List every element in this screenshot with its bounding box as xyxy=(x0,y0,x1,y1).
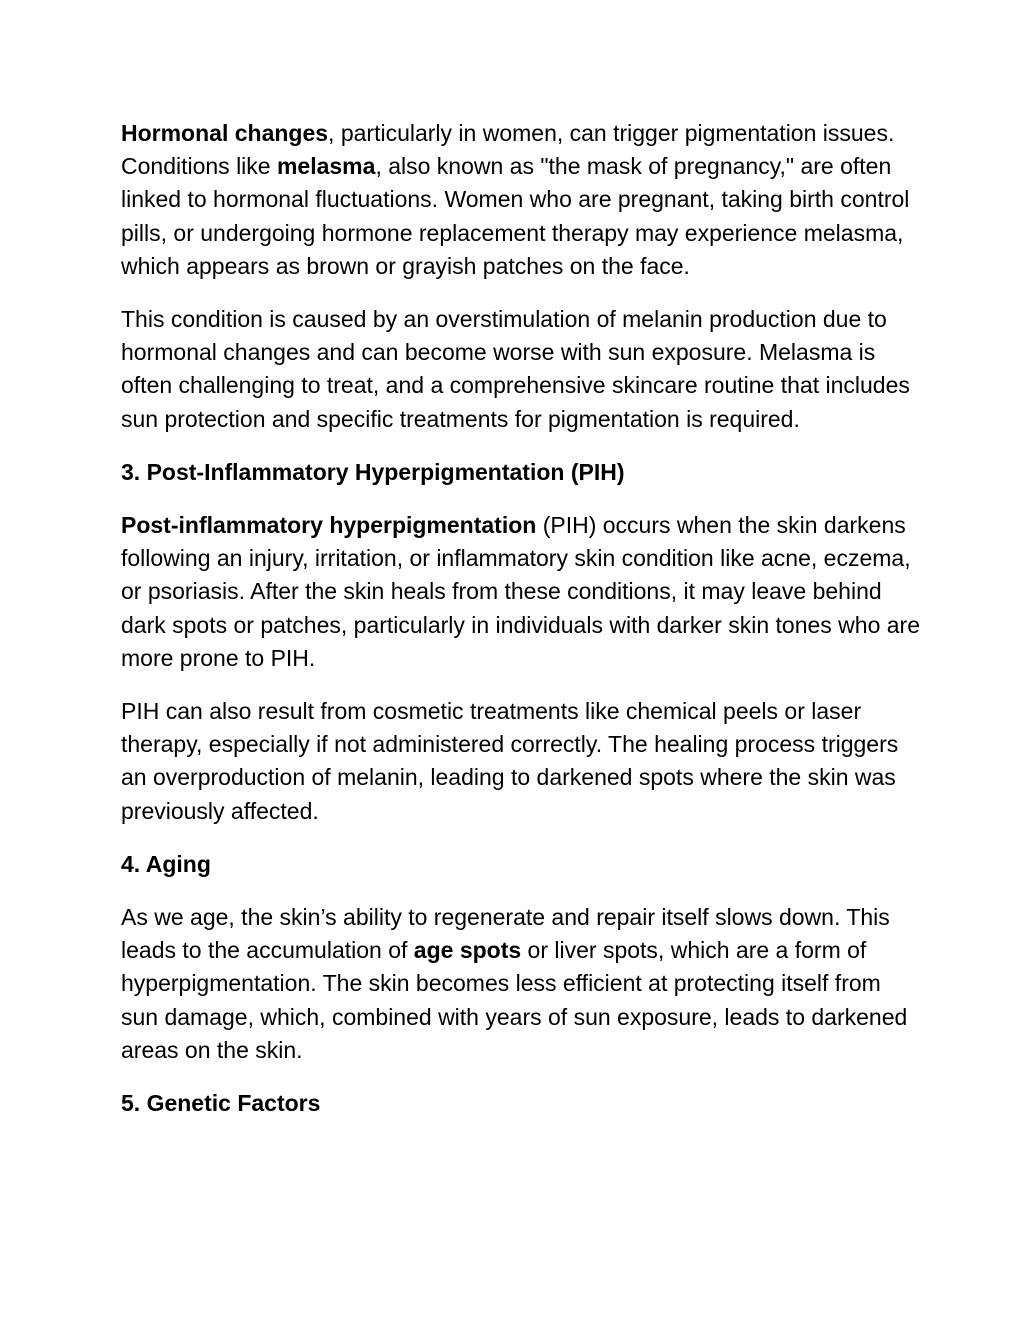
heading-genetic-factors: 5. Genetic Factors xyxy=(121,1090,321,1117)
heading-aging: 4. Aging xyxy=(121,850,211,877)
paragraph-text: As we age, the skin’s ability to regenerate and repair itself slows down. This leads to the accumulation of xyxy=(121,904,890,964)
paragraph-pih-cosmetic: PIH can also result from cosmetic treatments like chemical peels or laser therapy, especially if not administered correctly. The healing process triggers an overproduction of melanin, leading to darkened spots where the skin was previously affected. xyxy=(121,698,899,824)
bold-term-pih: Post-inflammatory hyperpigmentation xyxy=(121,512,537,539)
paragraph-aging xyxy=(121,901,921,1067)
paragraph-text: (PIH) occurs when the skin darkens following an injury, irritation, or inflammatory skin condition like acne, eczema, or psoriasis. After the skin heals from these conditions, it may leave behind dark spots or patches, particularly in individuals with darker skin tones who are more prone to PIH. xyxy=(121,512,920,671)
paragraph-text: , particularly in women, can trigger pigmentation issues. Conditions like xyxy=(121,120,895,180)
paragraph-pih-definition xyxy=(121,509,921,675)
document-page xyxy=(121,117,921,1140)
paragraph-hormonal-changes xyxy=(121,117,921,283)
paragraph-melasma-cause: This condition is caused by an overstimulation of melanin production due to hormonal changes and can become worse with sun exposure. Melasma is often challenging to treat, and a comprehensive skincare routine that includes sun protection and specific treatments for pigmentation is required. xyxy=(121,306,910,432)
paragraph-text: , also known as "the mask of pregnancy," are often linked to hormonal fluctuations. Women who are pregnant, taking birth control pills, or undergoing hormone replacement therapy may experience melasma, which appears as brown or grayish patches on the face. xyxy=(121,153,910,279)
bold-term-age-spots: age spots xyxy=(413,937,522,964)
bold-term-hormonal-changes: Hormonal changes xyxy=(121,120,329,146)
bold-term-melasma: melasma xyxy=(276,153,376,180)
paragraph-text: or liver spots, which are a form of hyperpigmentation. The skin becomes less efficient at protecting itself from sun damage, which, combined with years of sun exposure, leads to darkened areas on the skin. xyxy=(121,937,908,1063)
heading-pih: 3. Post-Inflammatory Hyperpigmentation (PIH) xyxy=(121,458,625,485)
